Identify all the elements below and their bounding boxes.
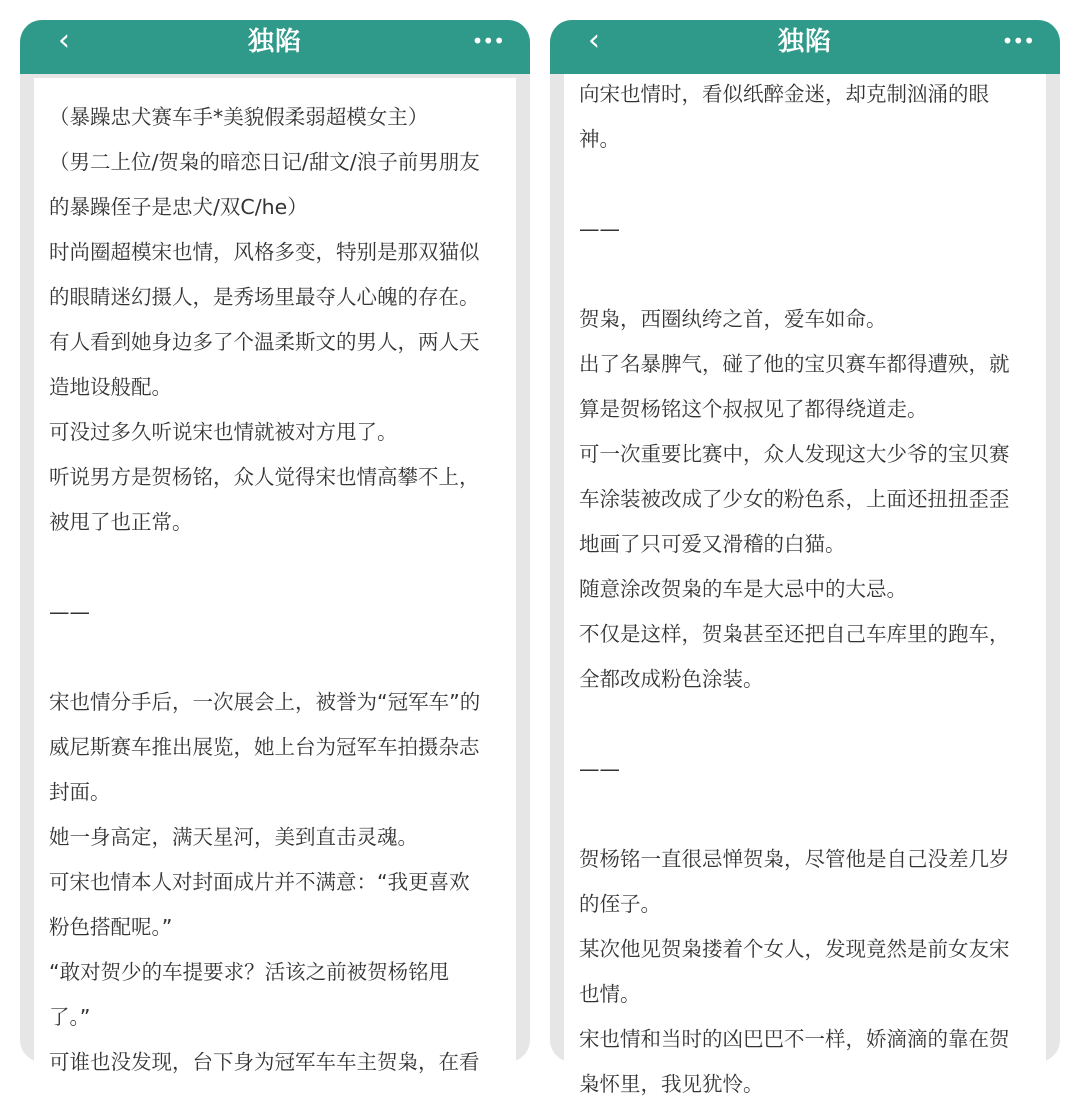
app-header <box>20 20 530 74</box>
text-line: 的暴躁侄子是忠犬/双C/he） <box>49 195 308 219</box>
more-horizontal-icon[interactable]: ••• <box>471 29 504 53</box>
section-divider: —— <box>579 217 620 241</box>
book-title: 独陷 <box>247 27 302 57</box>
app-header <box>550 20 1060 74</box>
text-line: 有人看到她身边多了个温柔斯文的男人，两人天 <box>49 330 480 354</box>
text-line: 的眼睛迷幻摄人，是秀场里最夺人心魄的存在。 <box>49 285 480 309</box>
text-line: 造地设般配。 <box>49 375 172 399</box>
text-line: 也情。 <box>579 982 641 1006</box>
more-horizontal-icon[interactable]: ••• <box>1001 29 1034 53</box>
text-line: 她一身高定，满天星河，美到直击灵魂。 <box>49 825 418 849</box>
text-line: 的侄子。 <box>579 892 661 916</box>
text-lines <box>49 95 508 1085</box>
text-line: 可谁也没发现，台下身为冠军车车主贺枭，在看 <box>49 1050 480 1074</box>
text-lines <box>579 72 1038 1107</box>
text-line: 封面。 <box>49 780 111 804</box>
text-line: 宋也情和当时的凶巴巴不一样，娇滴滴的靠在贺 <box>579 1027 1010 1051</box>
text-line: 神。 <box>579 127 620 151</box>
text-line: “敢对贺少的车提要求？活该之前被贺杨铭甩 <box>49 960 450 984</box>
text-line: （暴躁忠犬赛车手*美貌假柔弱超模女主） <box>49 105 429 129</box>
text-line: 贺枭，西圈纨绔之首，爱车如命。 <box>579 307 887 331</box>
reader-panel-right <box>550 20 1060 1096</box>
text-line: 威尼斯赛车推出展览，她上台为冠军车拍摄杂志 <box>49 735 480 759</box>
section-divider: —— <box>579 757 620 781</box>
text-line: 听说男方是贺杨铭，众人觉得宋也情高攀不上， <box>49 465 480 489</box>
blank-line <box>579 162 1038 207</box>
reader-panel-left <box>20 20 530 1074</box>
text-line: 随意涂改贺枭的车是大忌中的大忌。 <box>579 577 907 601</box>
chapter-content[interactable] <box>564 74 1046 1096</box>
blank-line <box>579 252 1038 297</box>
text-line: 可宋也情本人对封面成片并不满意：“我更喜欢 <box>49 870 470 894</box>
blank-line <box>49 635 508 680</box>
text-line: 向宋也情时，看似纸醉金迷，却克制汹涌的眼 <box>579 82 989 106</box>
text-line: 枭怀里，我见犹怜。 <box>579 1072 764 1096</box>
chevron-left-icon[interactable]: ‹ <box>58 23 70 58</box>
chapter-content[interactable] <box>34 78 516 1074</box>
text-line: 了。” <box>49 1005 91 1029</box>
blank-line <box>579 702 1038 747</box>
text-line: 某次他见贺枭搂着个女人，发现竟然是前女友宋 <box>579 937 1010 961</box>
text-line: 出了名暴脾气，碰了他的宝贝赛车都得遭殃，就 <box>579 352 1010 376</box>
text-line: （男二上位/贺枭的暗恋日记/甜文/浪子前男朋友 <box>49 150 480 174</box>
chevron-left-icon[interactable]: ‹ <box>588 23 600 58</box>
text-line: 地画了只可爱又滑稽的白猫。 <box>579 532 846 556</box>
text-line: 算是贺杨铭这个叔叔见了都得绕道走。 <box>579 397 928 421</box>
text-line: 时尚圈超模宋也情，风格多变，特别是那双猫似 <box>49 240 480 264</box>
text-line: 粉色搭配呢。” <box>49 915 173 939</box>
text-line: 贺杨铭一直很忌惮贺枭，尽管他是自己没差几岁 <box>579 847 1010 871</box>
text-line: 被甩了也正常。 <box>49 510 193 534</box>
text-line: 宋也情分手后，一次展会上，被誉为“冠军车”的 <box>49 690 481 714</box>
section-divider: —— <box>49 600 90 624</box>
text-line: 全都改成粉色涂装。 <box>579 667 764 691</box>
text-line: 可一次重要比赛中，众人发现这大少爷的宝贝赛 <box>579 442 1010 466</box>
text-line: 可没过多久听说宋也情就被对方甩了。 <box>49 420 398 444</box>
text-line: 车涂装被改成了少女的粉色系，上面还扭扭歪歪 <box>579 487 1010 511</box>
blank-line <box>579 792 1038 837</box>
book-title: 独陷 <box>777 27 832 57</box>
blank-line <box>49 545 508 590</box>
text-line: 不仅是这样，贺枭甚至还把自己车库里的跑车， <box>579 622 1010 646</box>
